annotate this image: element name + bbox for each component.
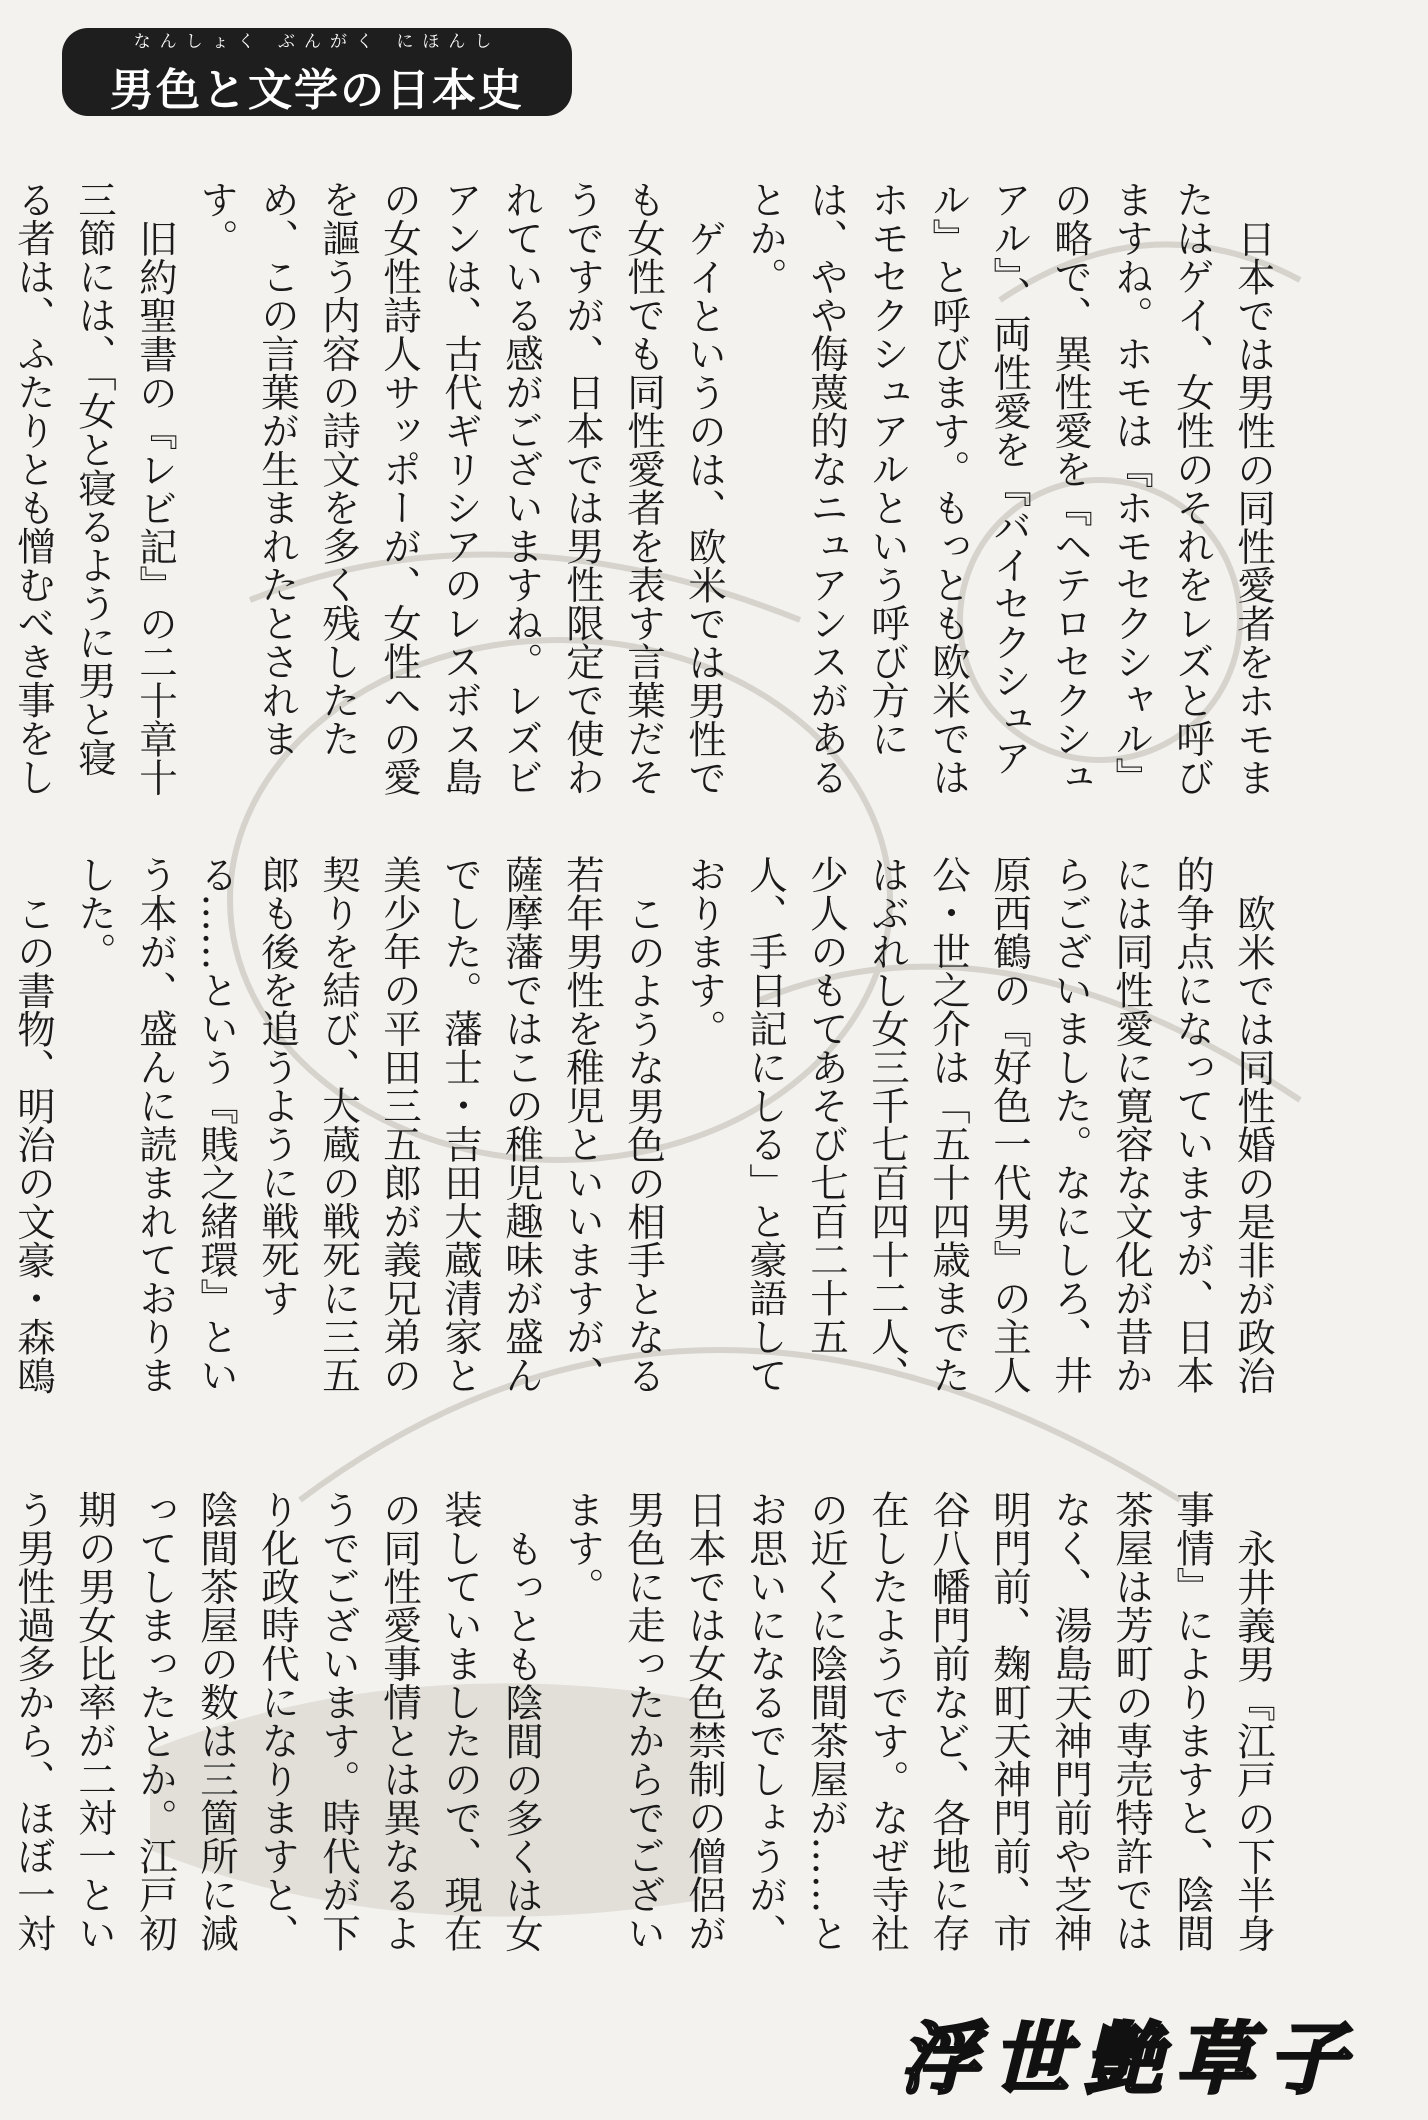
brush-signature: 浮世艶草子	[899, 2014, 1360, 2105]
text-block-top	[11, 180, 1284, 800]
title-ruby: なんしょく ぶんがく にほんし	[133, 31, 501, 52]
paragraph: 永井義男『江戸の下半身事情』によりますと、陰間茶屋は芳町の専売特許ではなく、湯島天神門前や芝神明門前、麹町天神門前、市谷八幡門前など、各地に存在したようです。なぜ寺社の近くに陰間茶屋が……とお思いになるでしょうが、日本では女色禁制の僧侶が男色に走ったからでございます。	[560, 1490, 1276, 1952]
paragraph: ゲイというのは、欧米では男性でも女性でも同性愛者を表す言葉だそうですが、日本では男性限定で使われている感がございますね。レズビアンは、古代ギリシアのレスボス島の女性詩人サッポーが、女性への愛を謳う内容の詩文を多く残したため、この言葉が生まれたとされます。	[194, 180, 727, 796]
paragraph: 日本では男性の同性愛者をホモまたはゲイ、女性のそれをレズと呼びますね。ホモは『ホモセクシャル』の略で、異性愛を『ヘテロセクシュアル』、両性愛を『バイセクシュアル』と呼びます。もっとも欧米ではホモセクシュアルという呼び方には、やや侮蔑的なニュアンスがあるとか。	[743, 180, 1276, 796]
paragraph: もっとも陰間の多くは女装していましたので、現在の同性愛事情とは異なるようでございます。時代が下り化政時代になりますと、陰間茶屋の数は三箇所に減ってしまったとか。江戸初期の男女比率が二対一という男性過多から、ほぼ一対	[11, 1490, 544, 1952]
text-block-middle	[11, 855, 1284, 1415]
page-title: 男色と文学の日本史	[110, 64, 524, 116]
paragraph: このような男色の相手となる若年男性を稚児といいますが、薩摩藩ではこの稚児趣味が盛んでした。藩士・吉田大蔵清家と美少年の平田三五郎が義兄弟の契りを結び、大蔵の戦死に三五郎も後を追うように戦死する……という『賎之緒環』という本が、盛んに読まれておりました。	[72, 855, 666, 1394]
text-block-bottom	[11, 1490, 1284, 1990]
paragraph: この書物、明治の文豪・森鴎	[11, 893, 56, 1394]
paragraph: 旧約聖書の『レビ記』の二十章十三節には、「女と寝るように男と寝る者は、ふたりとも憎むべき事をし	[11, 180, 178, 796]
paragraph: 欧米では同性婚の是非が政治的争点になっていますが、日本には同性愛に寛容な文化が昔からございました。なにしろ、井原西鶴の『好色一代男』の主人公・世之介は「五十四歳までたはぶれし女三千七百四十二人、少人のもてあそび七百二十五人、手日記にしる」と豪語しております。	[682, 855, 1276, 1394]
title-banner	[62, 28, 572, 116]
